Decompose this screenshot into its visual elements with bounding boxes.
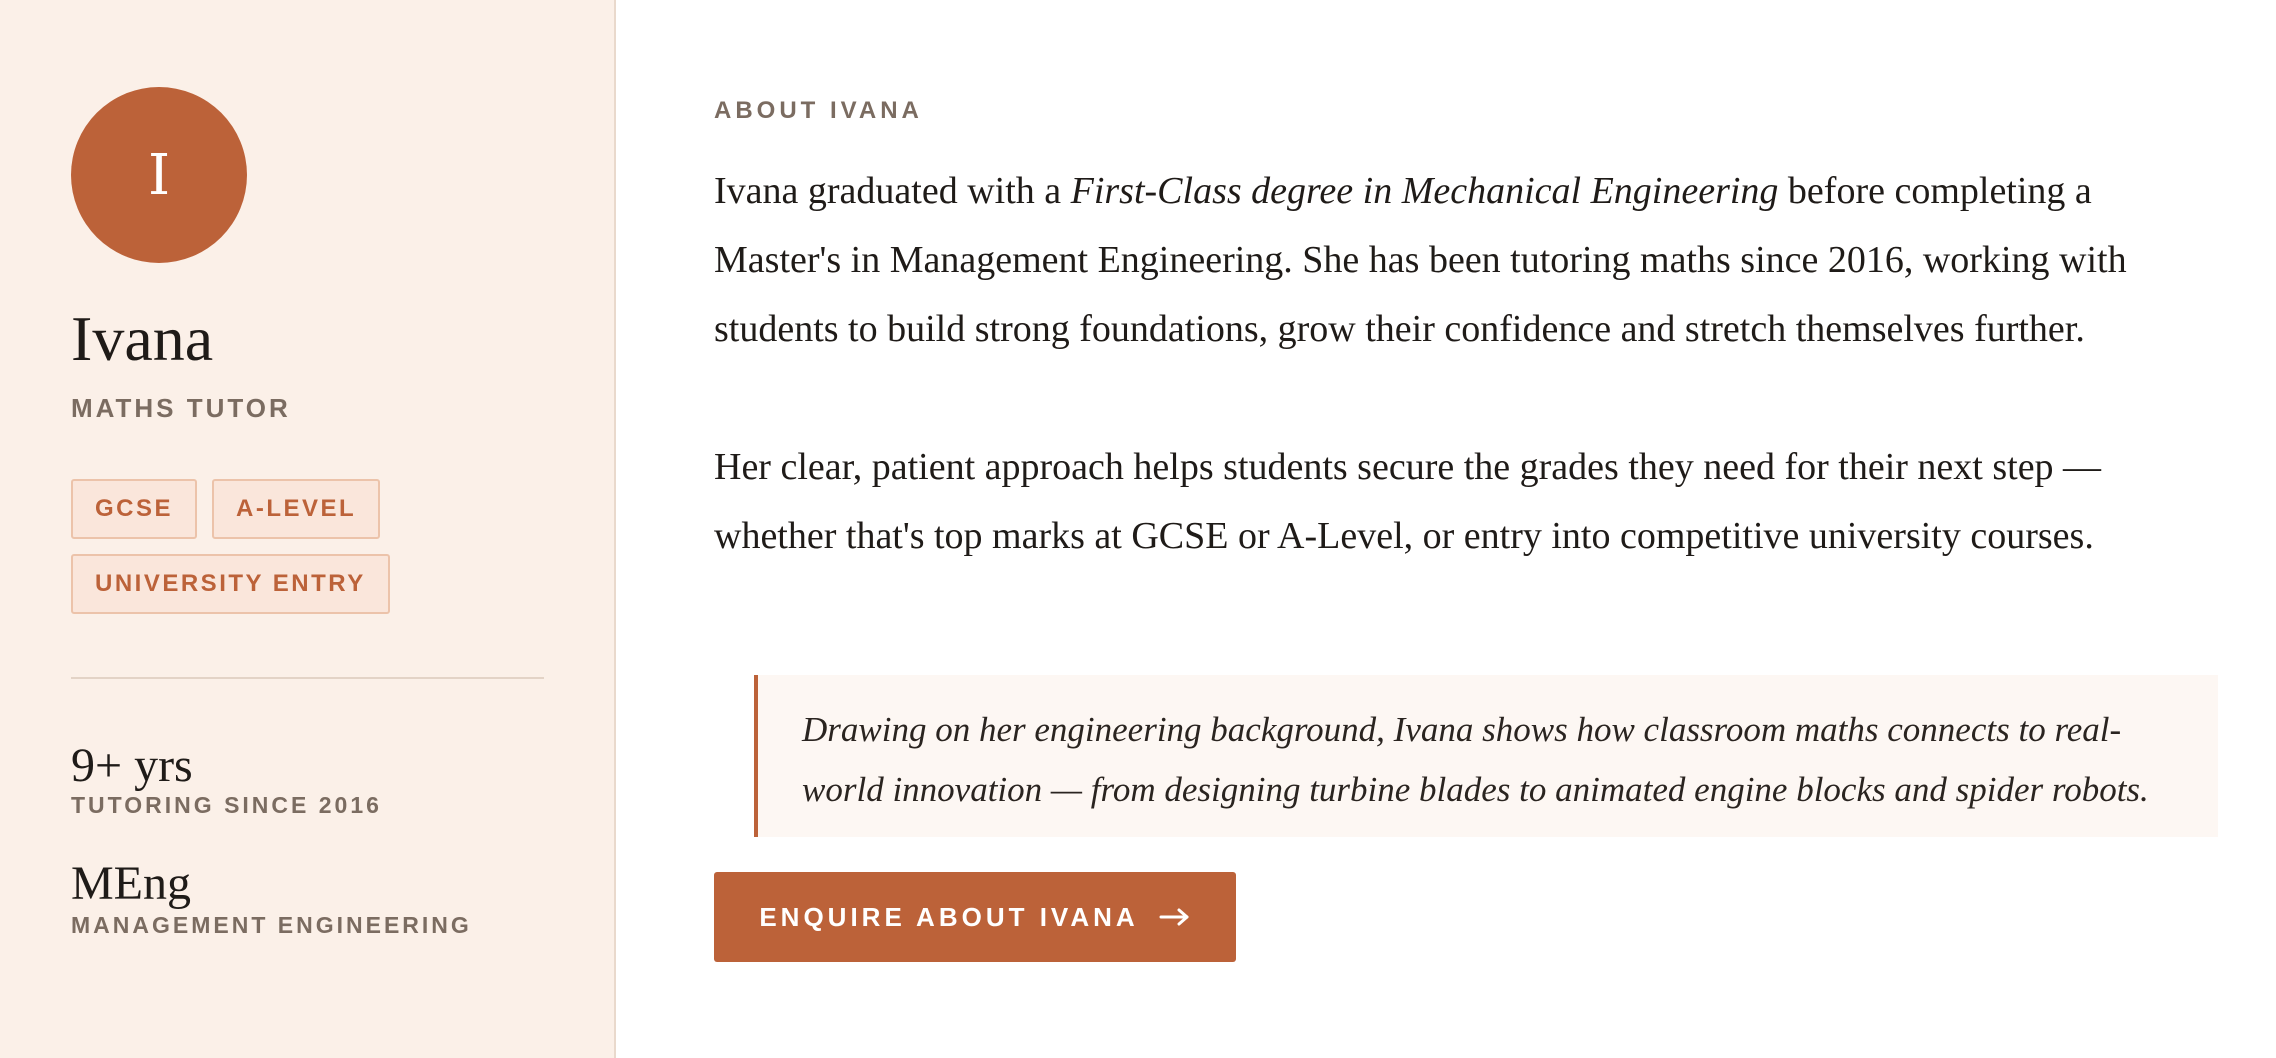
avatar xyxy=(71,87,247,263)
tag-gcse: GCSE xyxy=(71,479,197,539)
tag-university-entry: UNIVERSITY ENTRY xyxy=(71,554,390,614)
tutor-name: Ivana xyxy=(71,303,214,374)
enquire-button-label: ENQUIRE ABOUT IVANA xyxy=(759,901,1139,932)
engineering-quote xyxy=(754,675,2218,837)
avatar-initial: I xyxy=(147,142,171,208)
subject-tags xyxy=(71,479,571,614)
about-section xyxy=(616,0,2276,1058)
section-eyebrow: ABOUT IVANA xyxy=(714,97,923,124)
about-paragraph-1 xyxy=(714,157,2184,364)
para1-emphasis: First-Class degree in Mechanical Engineering xyxy=(1070,170,1779,212)
tag-a-level: A-LEVEL xyxy=(212,479,380,539)
quote-text: Drawing on her engineering background, Ivana shows how classroom maths connects to real-world innovation — from designing turbine blades to animated engine blocks and spider robots. xyxy=(802,710,2149,809)
stat-experience-value: 9+ yrs xyxy=(71,739,193,792)
tutor-role: MATHS TUTOR xyxy=(71,393,291,423)
enquire-button[interactable] xyxy=(714,872,1236,962)
stat-experience-label: TUTORING SINCE 2016 xyxy=(71,792,382,818)
about-paragraph-2: Her clear, patient approach helps students secure the grades they need for their next step — whether that's top marks at GCSE or A-Level, or entry into competitive university courses. xyxy=(714,446,2102,557)
stat-degree-value: MEng xyxy=(71,857,191,910)
para1-text-before: Ivana graduated with a xyxy=(714,170,1071,212)
arrow-right-icon xyxy=(1159,907,1191,927)
stat-degree-label: MANAGEMENT ENGINEERING xyxy=(71,912,472,938)
sidebar-divider xyxy=(71,677,544,679)
para1-text-after: before completing a Master's in Management Engineering. She has been tutoring maths since 2016, working with students to build strong foundations, grow their confidence and stretch themselves further. xyxy=(714,170,2127,350)
profile-sidebar xyxy=(0,0,616,1058)
